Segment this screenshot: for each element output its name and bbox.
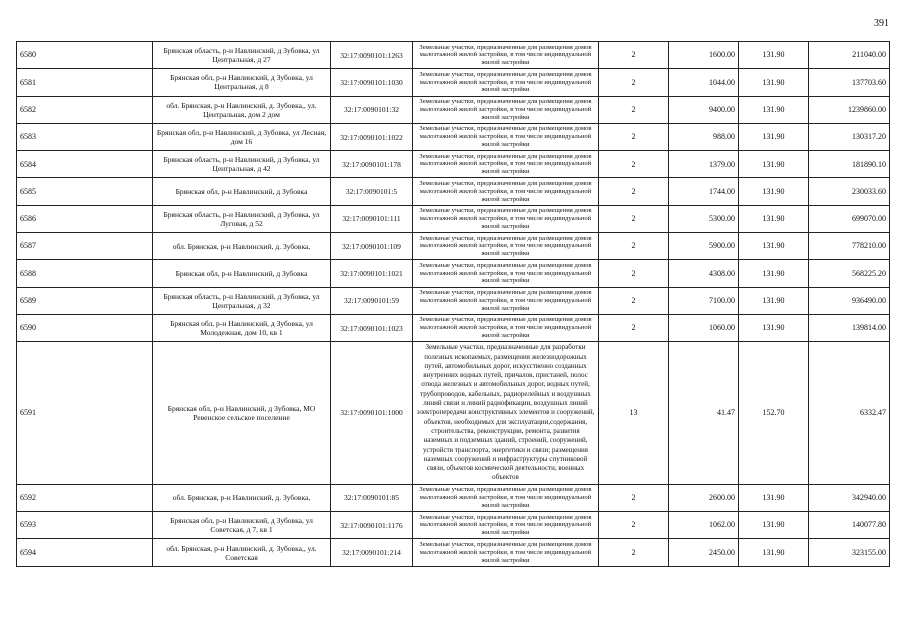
row-number: 6588 bbox=[17, 260, 153, 287]
cadastral-number-cell: 32:17:0090101:5 bbox=[331, 178, 413, 205]
category-cell: 2 bbox=[599, 42, 669, 69]
cadastral-value-cell: 778210.00 bbox=[809, 233, 890, 260]
rate-cell: 131.90 bbox=[739, 512, 809, 539]
land-use-cell: Земельные участки, предназначенные для размещения домов малоэтажной жилой застройки, в том числе индивидуальной жилой застройки bbox=[413, 314, 599, 341]
address-cell: Брянская область, р-н Навлинский, д Зубовка, ул Центральная, д 27 bbox=[153, 42, 331, 69]
cadastral-number-cell: 32:17:0090101:85 bbox=[331, 484, 413, 511]
cadastral-value-cell: 130317.20 bbox=[809, 123, 890, 150]
cadastral-number-cell: 32:17:0090101:1021 bbox=[331, 260, 413, 287]
row-number: 6591 bbox=[17, 342, 153, 484]
cadastral-number-cell: 32:17:0090101:59 bbox=[331, 287, 413, 314]
address-cell: Брянская обл, р-н Навлинский, д Зубовка, ул Советская, д 7, кв 1 bbox=[153, 512, 331, 539]
cadastral-number-cell: 32:17:0090101:32 bbox=[331, 96, 413, 123]
category-cell: 2 bbox=[599, 69, 669, 96]
rate-cell: 131.90 bbox=[739, 69, 809, 96]
table-row bbox=[17, 287, 890, 314]
area-cell: 1379.00 bbox=[669, 151, 739, 178]
address-cell: Брянская обл, р-н Навлинский, д Зубовка, ул Молодежная, дом 10, кв 1 bbox=[153, 314, 331, 341]
land-use-cell: Земельные участки, предназначенные для размещения домов малоэтажной жилой застройки, в том числе индивидуальной жилой застройки bbox=[413, 42, 599, 69]
row-number: 6585 bbox=[17, 178, 153, 205]
land-use-cell: Земельные участки, предназначенные для размещения домов малоэтажной жилой застройки, в том числе индивидуальной жилой застройки bbox=[413, 512, 599, 539]
area-cell: 1044.00 bbox=[669, 69, 739, 96]
row-number: 6592 bbox=[17, 484, 153, 511]
rate-cell: 131.90 bbox=[739, 260, 809, 287]
table-row bbox=[17, 260, 890, 287]
address-cell: обл. Брянская, р-н Навлинский, д. Зубовка, bbox=[153, 484, 331, 511]
area-cell: 1060.00 bbox=[669, 314, 739, 341]
row-number: 6584 bbox=[17, 151, 153, 178]
rate-cell: 131.90 bbox=[739, 205, 809, 232]
table-row bbox=[17, 96, 890, 123]
cadastral-number-cell: 32:17:0090101:1263 bbox=[331, 42, 413, 69]
land-use-cell: Земельные участки, предназначенные для размещения домов малоэтажной жилой застройки, в том числе индивидуальной жилой застройки bbox=[413, 178, 599, 205]
row-number: 6582 bbox=[17, 96, 153, 123]
cadastral-value-cell: 1239860.00 bbox=[809, 96, 890, 123]
row-number: 6590 bbox=[17, 314, 153, 341]
category-cell: 2 bbox=[599, 151, 669, 178]
address-cell: обл. Брянская, р-н Навлинский, д. Зубовка, bbox=[153, 233, 331, 260]
area-cell: 988.00 bbox=[669, 123, 739, 150]
address-cell: обл. Брянская, р-н Навлинский, д. Зубовка,, ул. Центральная, дом 2 дом bbox=[153, 96, 331, 123]
table-row bbox=[17, 205, 890, 232]
cadastral-number-cell: 32:17:0090101:1023 bbox=[331, 314, 413, 341]
rate-cell: 131.90 bbox=[739, 539, 809, 567]
category-cell: 2 bbox=[599, 539, 669, 567]
rate-cell: 131.90 bbox=[739, 151, 809, 178]
area-cell: 5900.00 bbox=[669, 233, 739, 260]
land-use-cell: Земельные участки, предназначенные для размещения домов малоэтажной жилой застройки, в том числе индивидуальной жилой застройки bbox=[413, 287, 599, 314]
cadastral-value-cell: 342940.00 bbox=[809, 484, 890, 511]
table-row bbox=[17, 342, 890, 484]
cadastral-number-cell: 32:17:0090101:1000 bbox=[331, 342, 413, 484]
table-row bbox=[17, 484, 890, 511]
table-body bbox=[17, 42, 890, 567]
category-cell: 2 bbox=[599, 484, 669, 511]
category-cell: 2 bbox=[599, 233, 669, 260]
address-cell: Брянская область, р-н Навлинский, д Зубовка, ул Центральная, д 32 bbox=[153, 287, 331, 314]
row-number: 6583 bbox=[17, 123, 153, 150]
rate-cell: 131.90 bbox=[739, 287, 809, 314]
address-cell: Брянская обл, р-н Навлинский, д Зубовка bbox=[153, 260, 331, 287]
cadastral-value-cell: 323155.00 bbox=[809, 539, 890, 567]
row-number: 6581 bbox=[17, 69, 153, 96]
rate-cell: 131.90 bbox=[739, 233, 809, 260]
land-use-cell: Земельные участки, предназначенные для размещения домов малоэтажной жилой застройки, в том числе индивидуальной жилой застройки bbox=[413, 96, 599, 123]
area-cell: 1600.00 bbox=[669, 42, 739, 69]
rate-cell: 131.90 bbox=[739, 484, 809, 511]
table-row bbox=[17, 42, 890, 69]
area-cell: 41.47 bbox=[669, 342, 739, 484]
area-cell: 7100.00 bbox=[669, 287, 739, 314]
category-cell: 2 bbox=[599, 96, 669, 123]
area-cell: 1744.00 bbox=[669, 178, 739, 205]
land-use-cell: Земельные участки, предназначенные для размещения домов малоэтажной жилой застройки, в том числе индивидуальной жилой застройки bbox=[413, 539, 599, 567]
area-cell: 2450.00 bbox=[669, 539, 739, 567]
address-cell: Брянская область, р-н Навлинский, д Зубовка, ул Центральная, д 42 bbox=[153, 151, 331, 178]
category-cell: 2 bbox=[599, 178, 669, 205]
cadastral-value-cell: 139814.00 bbox=[809, 314, 890, 341]
row-number: 6587 bbox=[17, 233, 153, 260]
category-cell: 2 bbox=[599, 123, 669, 150]
category-cell: 2 bbox=[599, 287, 669, 314]
rate-cell: 131.90 bbox=[739, 123, 809, 150]
cadastral-number-cell: 32:17:0090101:109 bbox=[331, 233, 413, 260]
land-use-cell: Земельные участки, предназначенные для размещения домов малоэтажной жилой застройки, в том числе индивидуальной жилой застройки bbox=[413, 69, 599, 96]
row-number: 6593 bbox=[17, 512, 153, 539]
cadastral-number-cell: 32:17:0090101:1022 bbox=[331, 123, 413, 150]
land-use-cell: Земельные участки, предназначенные для размещения домов малоэтажной жилой застройки, в том числе индивидуальной жилой застройки bbox=[413, 151, 599, 178]
row-number: 6589 bbox=[17, 287, 153, 314]
table-row bbox=[17, 539, 890, 567]
table-row bbox=[17, 69, 890, 96]
row-number: 6586 bbox=[17, 205, 153, 232]
area-cell: 4308.00 bbox=[669, 260, 739, 287]
rate-cell: 152.70 bbox=[739, 342, 809, 484]
cadastral-value-cell: 230033.60 bbox=[809, 178, 890, 205]
land-use-cell: Земельные участки, предназначенные для размещения домов малоэтажной жилой застройки, в том числе индивидуальной жилой застройки bbox=[413, 205, 599, 232]
area-cell: 1062.00 bbox=[669, 512, 739, 539]
cadastral-value-cell: 140077.80 bbox=[809, 512, 890, 539]
row-number: 6594 bbox=[17, 539, 153, 567]
cadastral-value-cell: 568225.20 bbox=[809, 260, 890, 287]
cadastral-value-cell: 6332.47 bbox=[809, 342, 890, 484]
category-cell: 2 bbox=[599, 512, 669, 539]
cadastral-value-cell: 936490.00 bbox=[809, 287, 890, 314]
land-use-cell: Земельные участки, предназначенные для размещения домов малоэтажной жилой застройки, в том числе индивидуальной жилой застройки bbox=[413, 484, 599, 511]
address-cell: Брянская обл, р-н Навлинский, д Зубовка, МО Ревенское сельское поселение bbox=[153, 342, 331, 484]
cadastral-number-cell: 32:17:0090101:214 bbox=[331, 539, 413, 567]
land-use-cell: Земельные участки, предназначенные для разработки полезных ископаемых, размещения железнодорожных путей, автомобильных дорог, искусственно созданных внутренних водных путей, причалов, пристаней, полос отвода железных и автомобильных дорог, водных путей, трубопроводов, кабельных, радиорелейных и воздушных линий связи и линий радиофикации, воздушных линий электропередачи конструктивных элементов и сооружений, объектов, необходимых для эксплуатации,содержания, строительства, реконструкции, ремонта, развития наземных и подземных зданий, строений, сооружений, устройств транспорта, энергетики и связи; размещения наземных сооружений и инфраструктуры спутниковой связи, объектов космической деятельности, военных объектов bbox=[413, 342, 599, 484]
address-cell: Брянская обл, р-н Навлинский, д Зубовка, ул Центральная, д 8 bbox=[153, 69, 331, 96]
cadastral-value-cell: 211040.00 bbox=[809, 42, 890, 69]
row-number: 6580 bbox=[17, 42, 153, 69]
area-cell: 9400.00 bbox=[669, 96, 739, 123]
cadastral-number-cell: 32:17:0090101:1030 bbox=[331, 69, 413, 96]
address-cell: обл. Брянская, р-н Навлинский, д. Зубовка,, ул. Советская bbox=[153, 539, 331, 567]
land-use-cell: Земельные участки, предназначенные для размещения домов малоэтажной жилой застройки, в том числе индивидуальной жилой застройки bbox=[413, 260, 599, 287]
table-row bbox=[17, 151, 890, 178]
cadastral-value-cell: 181890.10 bbox=[809, 151, 890, 178]
table-row bbox=[17, 512, 890, 539]
table-row bbox=[17, 314, 890, 341]
address-cell: Брянская обл, р-н Навлинский, д Зубовка, ул Лесная, дом 16 bbox=[153, 123, 331, 150]
table-row bbox=[17, 123, 890, 150]
address-cell: Брянская область, р-н Навлинский, д Зубовка, ул Луговая, д 52 bbox=[153, 205, 331, 232]
cadastral-number-cell: 32:17:0090101:111 bbox=[331, 205, 413, 232]
cadastral-number-cell: 32:17:0090101:178 bbox=[331, 151, 413, 178]
address-cell: Брянская обл, р-н Навлинский, д Зубовка bbox=[153, 178, 331, 205]
category-cell: 13 bbox=[599, 342, 669, 484]
rate-cell: 131.90 bbox=[739, 96, 809, 123]
category-cell: 2 bbox=[599, 205, 669, 232]
cadastral-value-cell: 699070.00 bbox=[809, 205, 890, 232]
land-registry-table bbox=[16, 41, 890, 567]
rate-cell: 131.90 bbox=[739, 42, 809, 69]
category-cell: 2 bbox=[599, 314, 669, 341]
page-number: 391 bbox=[874, 18, 889, 29]
area-cell: 5300.00 bbox=[669, 205, 739, 232]
rate-cell: 131.90 bbox=[739, 314, 809, 341]
table-row bbox=[17, 233, 890, 260]
table-row bbox=[17, 178, 890, 205]
category-cell: 2 bbox=[599, 260, 669, 287]
land-use-cell: Земельные участки, предназначенные для размещения домов малоэтажной жилой застройки, в том числе индивидуальной жилой застройки bbox=[413, 123, 599, 150]
land-use-cell: Земельные участки, предназначенные для размещения домов малоэтажной жилой застройки, в том числе индивидуальной жилой застройки bbox=[413, 233, 599, 260]
rate-cell: 131.90 bbox=[739, 178, 809, 205]
cadastral-value-cell: 137703.60 bbox=[809, 69, 890, 96]
area-cell: 2600.00 bbox=[669, 484, 739, 511]
cadastral-number-cell: 32:17:0090101:1176 bbox=[331, 512, 413, 539]
